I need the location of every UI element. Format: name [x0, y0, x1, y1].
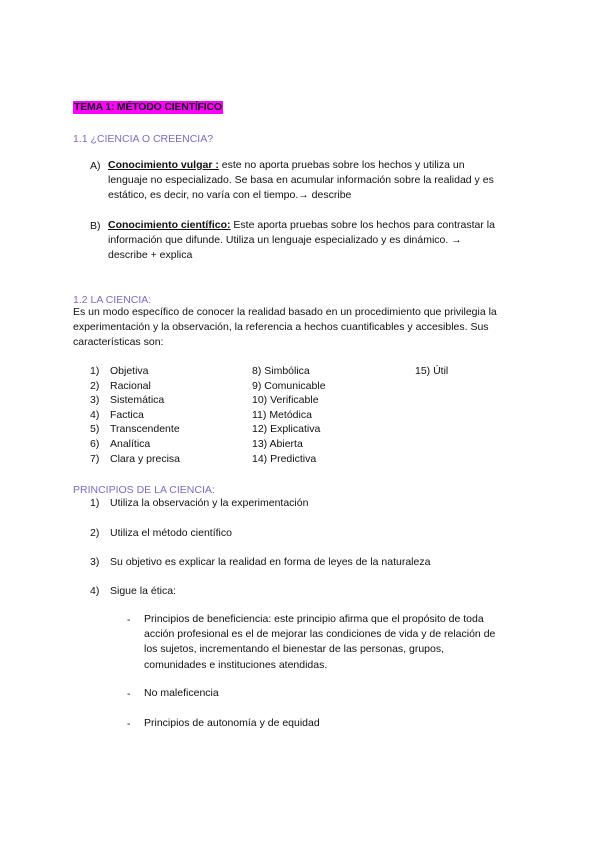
list-item: 13) Abierta: [252, 438, 303, 450]
section-heading-ciencia-creencia: 1.1 ¿CIENCIA O CREENCIA?: [73, 133, 214, 145]
list-item: 10) Verificable: [252, 394, 319, 407]
list-item: 14) Predictiva: [252, 452, 317, 465]
item-conocimiento-cientifico: [108, 218, 495, 264]
dash-bullet: -: [127, 718, 131, 730]
list-item: 9) Comunicable: [252, 379, 326, 392]
intro-line-2: experimentación y la observación, la referencia a hechos cuantificables y accesibles. Sus: [73, 321, 489, 334]
dash-bullet: -: [127, 688, 131, 700]
item-a-line-2: lenguaje no especializado. Se basa en acumular información sobre la realidad y es: [108, 174, 494, 187]
list-item: 2) Racional: [90, 379, 151, 392]
item-b-line-2: información que difunde. Utiliza un lenguaje especializado y es dinámico. →: [108, 234, 462, 247]
intro-line-3: características son:: [73, 336, 164, 349]
ciencia-intro-paragraph: [73, 305, 497, 351]
list-item: 7) Clara y precisa: [90, 452, 181, 465]
section-heading-principios: PRINCIPIOS DE LA CIENCIA:: [73, 484, 215, 496]
item-b-line-1: Este aporta pruebas sobre los hechos para contrastar la: [230, 219, 495, 231]
item-conocimiento-vulgar: [108, 158, 494, 204]
item-b-line-3: describe + explica: [108, 249, 193, 262]
list-item: 8) Simbólica: [252, 365, 310, 377]
list-marker-a: A): [90, 160, 101, 172]
principle-item-1: 1) Utiliza la observación y la experimentación: [90, 497, 309, 509]
principle-item-4: 4) Sigue la ética:: [90, 585, 176, 597]
dash-bullet: -: [127, 614, 131, 626]
term-conocimiento-cientifico: Conocimiento científico:: [108, 219, 231, 231]
list-item: 3) Sistemática: [90, 394, 165, 407]
list-item: 5) Transcendente: [90, 423, 180, 436]
item-a-line-1: este no aporta pruebas sobre los hechos y utiliza un: [218, 159, 465, 171]
list-item: 1) Objetiva: [90, 365, 149, 377]
principle-item-2: 2) Utiliza el método científico: [90, 527, 232, 539]
intro-line-1: Es un modo específico de conocer la realidad basado en un procedimiento que privilegia la: [73, 306, 497, 318]
list-item: 6) Analítica: [90, 438, 151, 450]
list-marker-b: B): [90, 220, 101, 232]
term-conocimiento-vulgar: Conocimiento vulgar :: [108, 159, 219, 171]
section-heading-la-ciencia: 1.2 LA CIENCIA:: [73, 294, 152, 306]
subitem-beneficiencia: Principios de beneficiencia: este principio afirma que el propósito de toda acción profesional es el de mejorar las condiciones de vida y de relación de los sujetos, incrementando el bienestar de las personas, grupos, comunidades e instituciones atendidas.: [144, 613, 496, 671]
list-item: 12) Explicativa: [252, 423, 321, 436]
page-title: TEMA 1: MÉTODO CIENTÍFICO: [74, 101, 222, 113]
item-a-line-3: estático, es decir, no varía con el tiempo.→ describe: [108, 189, 352, 202]
list-item: 15) Útil: [415, 365, 449, 377]
list-item: 4) Factica: [90, 408, 144, 421]
subitem-no-maleficencia: No maleficencia: [144, 687, 219, 699]
principle-item-3: 3) Su objetivo es explicar la realidad en forma de leyes de la naturaleza: [90, 556, 431, 568]
subitem-autonomia-equidad: Principios de autonomía y de equidad: [144, 717, 320, 729]
list-item: 11) Metódica: [252, 408, 312, 421]
